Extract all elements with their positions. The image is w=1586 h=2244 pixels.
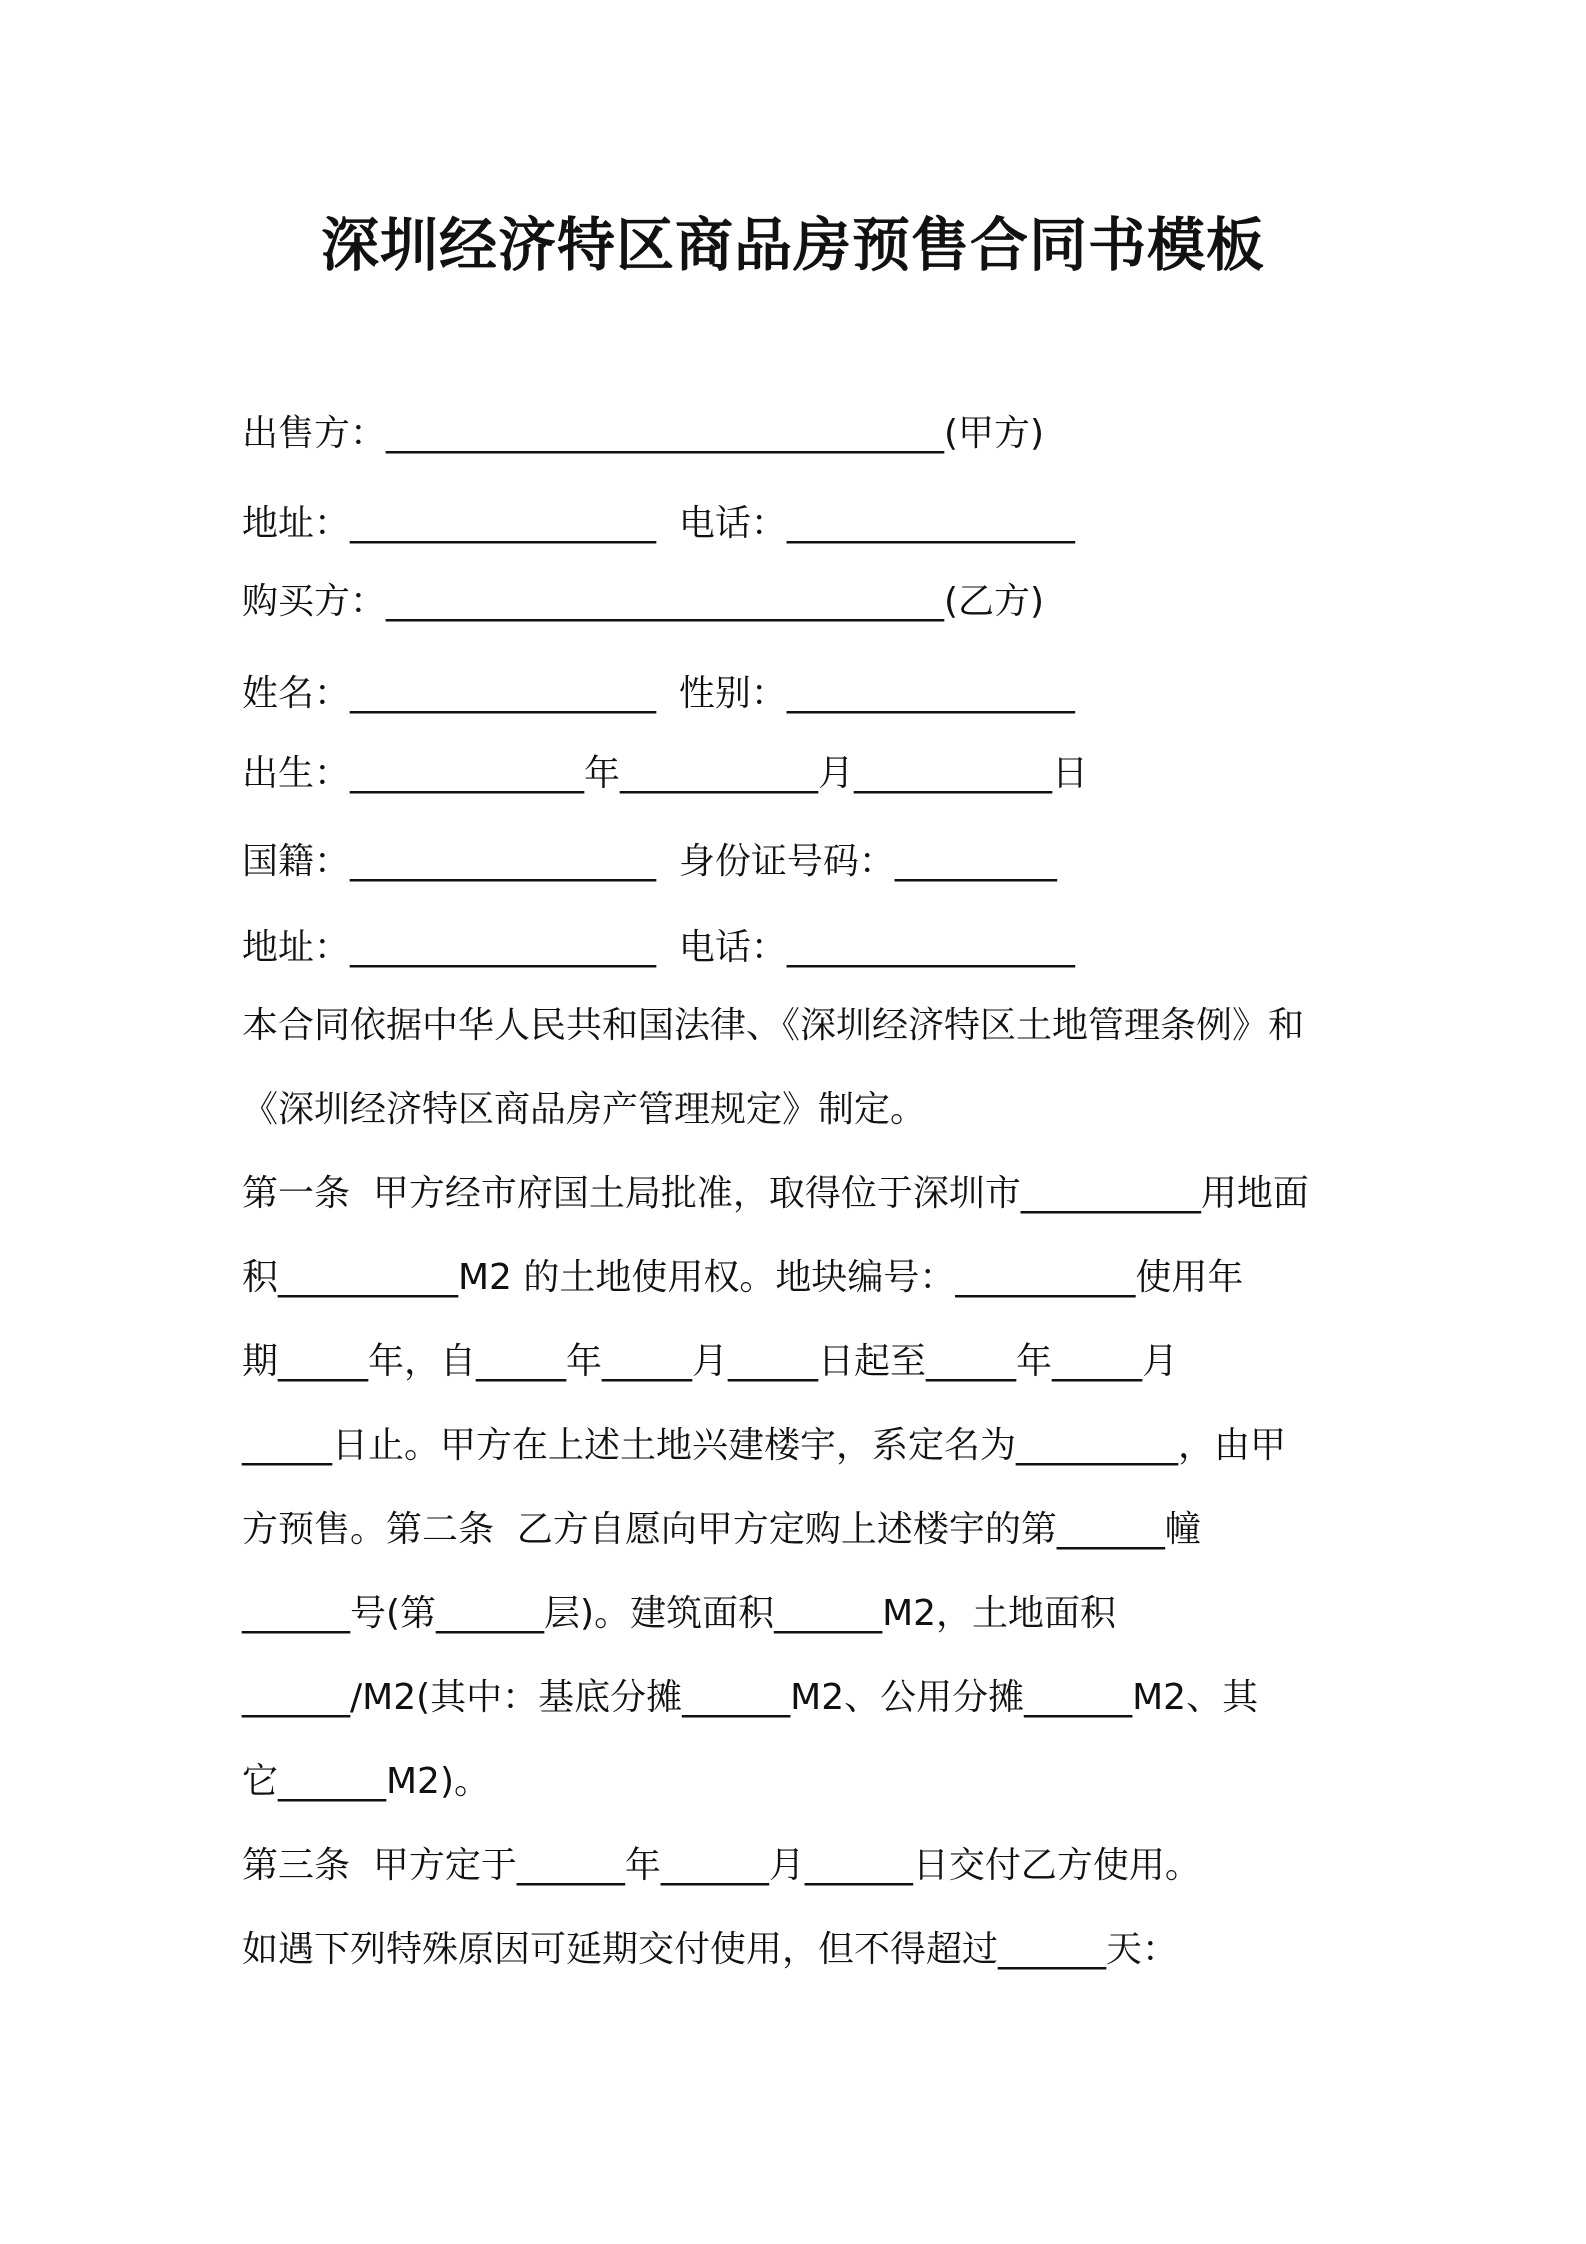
document-title: 深圳经济特区商品房预售合同书模板 bbox=[320, 211, 1265, 279]
name-gender-line: 姓名：_________________ 性别：________________ bbox=[242, 673, 1075, 714]
article-1-line-3: 期_____年，自_____年_____月_____日起至_____年_____月 bbox=[242, 1341, 1179, 1382]
buyer-address-phone-line: 地址：_________________ 电话：________________ bbox=[242, 927, 1075, 968]
article-2-line-2: ______号(第______层)。建筑面积______M2，土地面积 bbox=[242, 1593, 1117, 1634]
article-2-line-3: ______/M2(其中：基底分摊______M2、公用分摊______M2、其 bbox=[242, 1677, 1259, 1718]
article-2-line-4: 它______M2)。 bbox=[242, 1761, 491, 1802]
nationality-id-line: 国籍：_________________ 身份证号码：_________ bbox=[242, 841, 1057, 882]
article-1-line-2: 积__________M2 的土地使用权。地块编号：__________使用年 bbox=[242, 1257, 1244, 1298]
seller-line: 出售方：_______________________________(甲方) bbox=[242, 413, 1045, 454]
buyer-line: 购买方：_______________________________(乙方) bbox=[242, 581, 1045, 622]
article-1-line-1: 第一条 甲方经市府国土局批准，取得位于深圳市__________用地面 bbox=[242, 1173, 1309, 1214]
article-3-line-1: 第三条 甲方定于______年______月______日交付乙方使用。 bbox=[242, 1845, 1201, 1886]
birth-line: 出生：_____________年___________月___________日 bbox=[242, 753, 1089, 794]
seller-address-phone-line: 地址：_________________ 电话：________________ bbox=[242, 503, 1075, 544]
article-1-line-4: _____日止。甲方在上述土地兴建楼宇，系定名为_________，由甲 bbox=[242, 1425, 1287, 1466]
article-3-line-2: 如遇下列特殊原因可延期交付使用，但不得超过______天： bbox=[242, 1929, 1179, 1970]
paragraph-basis-line-1: 本合同依据中华人民共和国法律、《深圳经济特区土地管理条例》和 bbox=[242, 1005, 1305, 1046]
paragraph-basis-line-2: 《深圳经济特区商品房产管理规定》制定。 bbox=[242, 1089, 927, 1130]
article-2-line-1: 方预售。第二条 乙方自愿向甲方定购上述楼宇的第______幢 bbox=[242, 1509, 1201, 1550]
